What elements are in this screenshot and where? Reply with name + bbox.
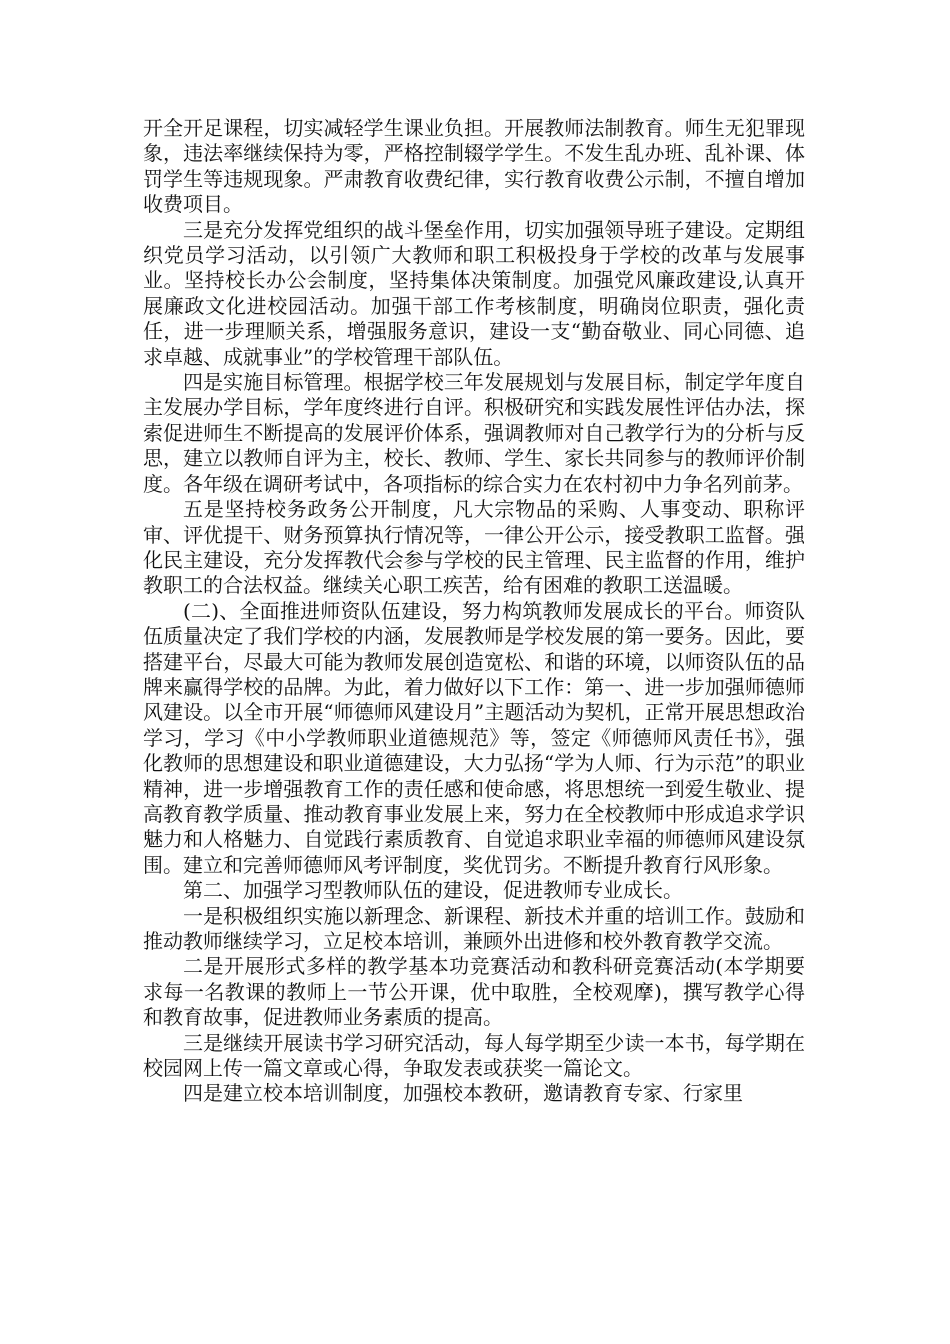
paragraph-7: 一是积极组织实施以新理念、新课程、新技术并重的培训工作。鼓励和推动教师继续学习，立足校本培训，兼顾外出进修和校外教育教学交流。	[143, 903, 805, 953]
paragraph-1: 开全开足课程，切实减轻学生课业负担。开展教师法制教育。师生无犯罪现象，违法率继续保持为零，严格控制辍学学生。不发生乱办班、乱补课、体罚学生等违规现象。严肃教育收费纪律，实行教育收费公示制，不擅自增加收费项目。	[143, 116, 805, 217]
paragraph-2: 三是充分发挥党组织的战斗堡垒作用，切实加强领导班子建设。定期组织党员学习活动，以引领广大教师和职工积极投身于学校的改革与发展事业。坚持校长办公会制度，坚持集体决策制度。加强党风廉政建设,认真开展廉政文化进校园活动。加强干部工作考核制度，明确岗位职责，强化责任，进一步理顺关系，增强服务意识，建设一支“勤奋敬业、同心同德、追求卓越、成就事业”的学校管理干部队伍。	[143, 217, 805, 369]
document-body	[143, 116, 805, 1107]
paragraph-9: 三是继续开展读书学习研究活动，每人每学期至少读一本书，每学期在校园网上传一篇文章或心得，争取发表或获奖一篇论文。	[143, 1030, 805, 1081]
paragraph-3: 四是实施目标管理。根据学校三年发展规划与发展目标，制定学年度自主发展办学目标，学年度终进行自评。积极研究和实践发展性评估办法，探索促进师生不断提高的发展评价体系，强调教师对自己教学行为的分析与反思，建立以教师自评为主，校长、教师、学生、家长共同参与的教师评价制度。各年级在调研考试中，各项指标的综合实力在农村初中力争名列前茅。	[143, 370, 805, 496]
paragraph-4: 五是坚持校务政务公开制度，凡大宗物品的采购、人事变动、职称评审、评优提干、财务预算执行情况等，一律公开公示，接受教职工监督。强化民主建设，充分发挥教代会参与学校的民主管理、民主监督的作用，维护教职工的合法权益。继续关心职工疾苦，给有困难的教职工送温暖。	[143, 497, 805, 598]
paragraph-6: 第二、加强学习型教师队伍的建设，促进教师专业成长。	[183, 878, 683, 903]
paragraph-5: (二)、全面推进师资队伍建设，努力构筑教师发展成长的平台。师资队伍质量决定了我们学校的内涵，发展教师是学校发展的第一要务。因此，要搭建平台，尽最大可能为教师发展创造宽松、和谐的环境，以师资队伍的品牌来赢得学校的品牌。为此，着力做好以下工作：第一、进一步加强师德师风建设。以全市开展“师德师风建设月”主题活动为契机，正常开展思想政治学习，学习《中小学教师职业道德规范》等，签定《师德师风责任书》，强化教师的思想建设和职业道德建设，大力弘扬“学为人师、行为示范”的职业精神，进一步增强教育工作的责任感和使命感，将思想统一到爱生敬业、提高教育教学质量、推动教育事业发展上来，努力在全校教师中形成追求学识魅力和人格魅力、自觉践行素质教育、自觉追求职业幸福的师德师风建设氛围。建立和完善师德师风考评制度，奖优罚劣。不断提升教育行风形象。	[143, 598, 805, 877]
paragraph-10: 四是建立校本培训制度，加强校本教研，邀请教育专家、行家里	[183, 1081, 743, 1106]
paragraph-8: 二是开展形式多样的教学基本功竞赛活动和教科研竞赛活动(本学期要求每一名教课的教师上一节公开课，优中取胜，全校观摩)，撰写教学心得和教育故事，促进教师业务素质的提高。	[143, 954, 805, 1030]
